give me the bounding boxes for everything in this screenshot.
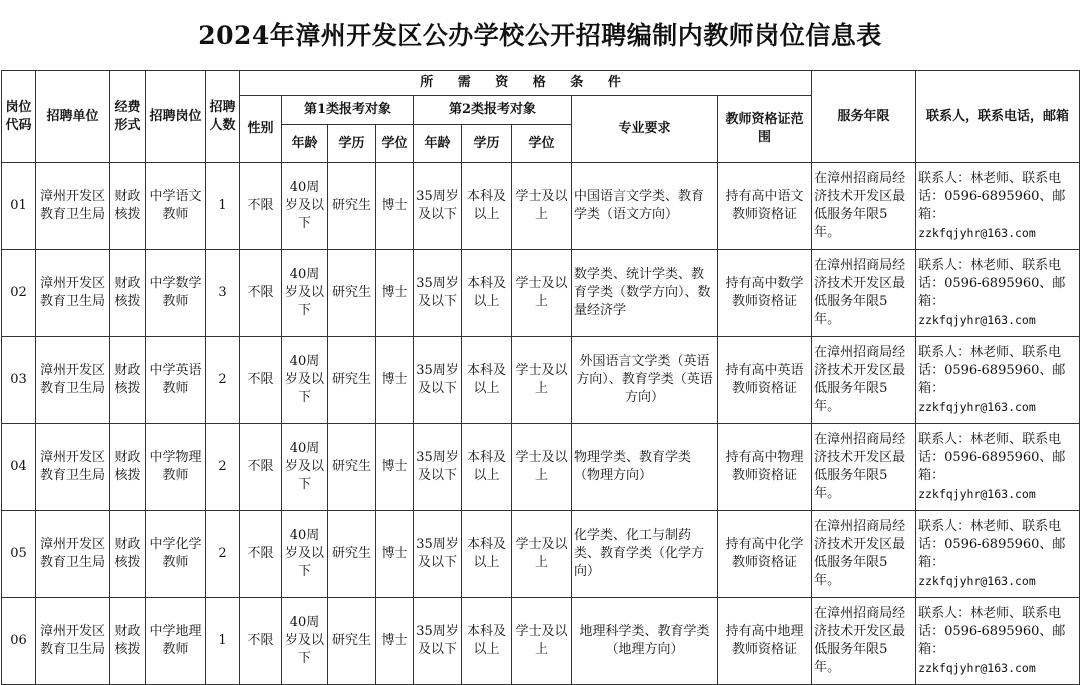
cell-deg1: 博士	[376, 511, 414, 598]
cell-edu1: 研究生	[328, 511, 376, 598]
cell-funding: 财政核拨	[110, 163, 146, 250]
cell-contact	[916, 163, 1080, 250]
cell-gender: 不限	[240, 511, 282, 598]
contact-email[interactable]: zzkfqjyhr@163.com	[918, 399, 1036, 414]
cell-cert: 持有高中数学教师资格证	[718, 250, 812, 337]
cell-deg2: 学士及以上	[512, 163, 572, 250]
cell-age1: 40周岁及以下	[282, 424, 328, 511]
cell-edu1: 研究生	[328, 163, 376, 250]
cell-edu1: 研究生	[328, 424, 376, 511]
cell-deg2: 学士及以上	[512, 424, 572, 511]
cell-gender: 不限	[240, 163, 282, 250]
cell-major: 中国语言文学类、教育学类（语文方向）	[572, 163, 718, 250]
contact-text: 联系人：林老师、联系电话：0596-6895960、邮箱：	[918, 257, 1066, 309]
cell-deg2: 学士及以上	[512, 337, 572, 424]
header-major: 专业要求	[572, 96, 718, 163]
cell-funding: 财政核拨	[110, 337, 146, 424]
cell-code: 05	[2, 511, 36, 598]
contact-text: 联系人：林老师、联系电话：0596-6895960、邮箱：	[918, 344, 1066, 396]
cell-deg1: 博士	[376, 250, 414, 337]
cell-gender: 不限	[240, 337, 282, 424]
cell-edu2: 本科及以上	[462, 163, 512, 250]
cell-major: 物理学类、教育学类（物理方向）	[572, 424, 718, 511]
positions-table	[1, 70, 1080, 685]
cell-age2: 35周岁及以下	[414, 424, 462, 511]
cell-service: 在漳州招商局经济技术开发区最低服务年限5年。	[812, 250, 916, 337]
cell-gender: 不限	[240, 424, 282, 511]
cell-cert: 持有高中化学教师资格证	[718, 511, 812, 598]
cell-contact	[916, 424, 1080, 511]
table-row	[2, 511, 1080, 598]
cell-position: 中学数学教师	[146, 250, 206, 337]
table-row	[2, 598, 1080, 685]
cell-major: 外国语言文学类（英语方向）、教育学类（英语方向）	[572, 337, 718, 424]
table-row	[2, 163, 1080, 250]
header-qualifications: 所 需 资 格 条 件	[240, 71, 812, 96]
cell-count: 1	[206, 163, 240, 250]
page-title: 2024年漳州开发区公办学校公开招聘编制内教师岗位信息表	[198, 21, 882, 50]
header-edu2: 学历	[462, 125, 512, 163]
cell-funding: 财政核拨	[110, 598, 146, 685]
header-unit: 招聘单位	[36, 71, 110, 163]
cell-code: 04	[2, 424, 36, 511]
cell-edu1: 研究生	[328, 337, 376, 424]
cell-age1: 40周岁及以下	[282, 598, 328, 685]
cell-count: 2	[206, 511, 240, 598]
cell-edu2: 本科及以上	[462, 337, 512, 424]
cell-gender: 不限	[240, 598, 282, 685]
cell-age1: 40周岁及以下	[282, 250, 328, 337]
cell-unit: 漳州开发区教育卫生局	[36, 598, 110, 685]
header-deg2: 学位	[512, 125, 572, 163]
cell-position: 中学英语教师	[146, 337, 206, 424]
cell-age2: 35周岁及以下	[414, 598, 462, 685]
cell-cert: 持有高中英语教师资格证	[718, 337, 812, 424]
cell-count: 1	[206, 598, 240, 685]
cell-count: 2	[206, 337, 240, 424]
cell-service: 在漳州招商局经济技术开发区最低服务年限5年。	[812, 337, 916, 424]
cell-deg2: 学士及以上	[512, 511, 572, 598]
cell-edu2: 本科及以上	[462, 250, 512, 337]
cell-contact	[916, 598, 1080, 685]
table-row	[2, 337, 1080, 424]
cell-age1: 40周岁及以下	[282, 511, 328, 598]
header-funding: 经费形式	[110, 71, 146, 163]
cell-major: 化学类、化工与制药类、教育学类（化学方向）	[572, 511, 718, 598]
cell-code: 02	[2, 250, 36, 337]
cell-position: 中学语文教师	[146, 163, 206, 250]
cell-funding: 财政核拨	[110, 424, 146, 511]
cell-edu2: 本科及以上	[462, 511, 512, 598]
cell-count: 3	[206, 250, 240, 337]
cell-age1: 40周岁及以下	[282, 163, 328, 250]
cell-position: 中学物理教师	[146, 424, 206, 511]
cell-edu1: 研究生	[328, 598, 376, 685]
cell-service: 在漳州招商局经济技术开发区最低服务年限5年。	[812, 511, 916, 598]
contact-email[interactable]: zzkfqjyhr@163.com	[918, 312, 1036, 327]
cell-edu2: 本科及以上	[462, 424, 512, 511]
cell-unit: 漳州开发区教育卫生局	[36, 250, 110, 337]
header-position: 招聘岗位	[146, 71, 206, 163]
cell-count: 2	[206, 424, 240, 511]
header-count: 招聘人数	[206, 71, 240, 163]
header-age2: 年龄	[414, 125, 462, 163]
contact-email[interactable]: zzkfqjyhr@163.com	[918, 660, 1036, 675]
cell-service: 在漳州招商局经济技术开发区最低服务年限5年。	[812, 598, 916, 685]
cell-age1: 40周岁及以下	[282, 337, 328, 424]
cell-age2: 35周岁及以下	[414, 511, 462, 598]
header-age1: 年龄	[282, 125, 328, 163]
table-row	[2, 250, 1080, 337]
header-edu1: 学历	[328, 125, 376, 163]
cell-deg1: 博士	[376, 424, 414, 511]
cell-deg1: 博士	[376, 598, 414, 685]
cell-service: 在漳州招商局经济技术开发区最低服务年限5年。	[812, 424, 916, 511]
cell-contact	[916, 250, 1080, 337]
header-service: 服务年限	[812, 71, 916, 163]
cell-cert: 持有高中地理教师资格证	[718, 598, 812, 685]
header-contact: 联系人，联系电话，邮箱	[916, 71, 1080, 163]
cell-unit: 漳州开发区教育卫生局	[36, 511, 110, 598]
cell-deg1: 博士	[376, 163, 414, 250]
cell-contact	[916, 511, 1080, 598]
cell-age2: 35周岁及以下	[414, 337, 462, 424]
header-gender: 性别	[240, 96, 282, 163]
contact-text: 联系人：林老师、联系电话：0596-6895960、邮箱：	[918, 605, 1066, 657]
cell-deg2: 学士及以上	[512, 250, 572, 337]
cell-cert: 持有高中物理教师资格证	[718, 424, 812, 511]
contact-email[interactable]: zzkfqjyhr@163.com	[918, 486, 1036, 501]
header-cat2: 第2类报考对象	[414, 96, 572, 125]
cell-code: 01	[2, 163, 36, 250]
header-code: 岗位代码	[2, 71, 36, 163]
cell-code: 06	[2, 598, 36, 685]
cell-contact	[916, 337, 1080, 424]
header-cat1: 第1类报考对象	[282, 96, 414, 125]
cell-funding: 财政核拨	[110, 250, 146, 337]
contact-text: 联系人：林老师、联系电话：0596-6895960、邮箱：	[918, 170, 1066, 222]
cell-major: 地理科学类、教育学类（地理方向）	[572, 598, 718, 685]
cell-age2: 35周岁及以下	[414, 250, 462, 337]
cell-gender: 不限	[240, 250, 282, 337]
cell-deg1: 博士	[376, 337, 414, 424]
cell-code: 03	[2, 337, 36, 424]
cell-service: 在漳州招商局经济技术开发区最低服务年限5年。	[812, 163, 916, 250]
table-row	[2, 424, 1080, 511]
cell-edu1: 研究生	[328, 250, 376, 337]
cell-cert: 持有高中语文教师资格证	[718, 163, 812, 250]
cell-position: 中学化学教师	[146, 511, 206, 598]
contact-email[interactable]: zzkfqjyhr@163.com	[918, 225, 1036, 240]
cell-unit: 漳州开发区教育卫生局	[36, 424, 110, 511]
cell-edu2: 本科及以上	[462, 598, 512, 685]
contact-email[interactable]: zzkfqjyhr@163.com	[918, 573, 1036, 588]
cell-position: 中学地理教师	[146, 598, 206, 685]
contact-text: 联系人：林老师、联系电话：0596-6895960、邮箱：	[918, 431, 1066, 483]
header-cert: 教师资格证范围	[718, 96, 812, 163]
cell-unit: 漳州开发区教育卫生局	[36, 163, 110, 250]
contact-text: 联系人：林老师、联系电话：0596-6895960、邮箱：	[918, 518, 1066, 570]
cell-funding: 财政核拨	[110, 511, 146, 598]
cell-unit: 漳州开发区教育卫生局	[36, 337, 110, 424]
cell-age2: 35周岁及以下	[414, 163, 462, 250]
header-deg1: 学位	[376, 125, 414, 163]
cell-deg2: 学士及以上	[512, 598, 572, 685]
cell-major: 数学类、统计学类、教育学类（数学方向）、数量经济学	[572, 250, 718, 337]
